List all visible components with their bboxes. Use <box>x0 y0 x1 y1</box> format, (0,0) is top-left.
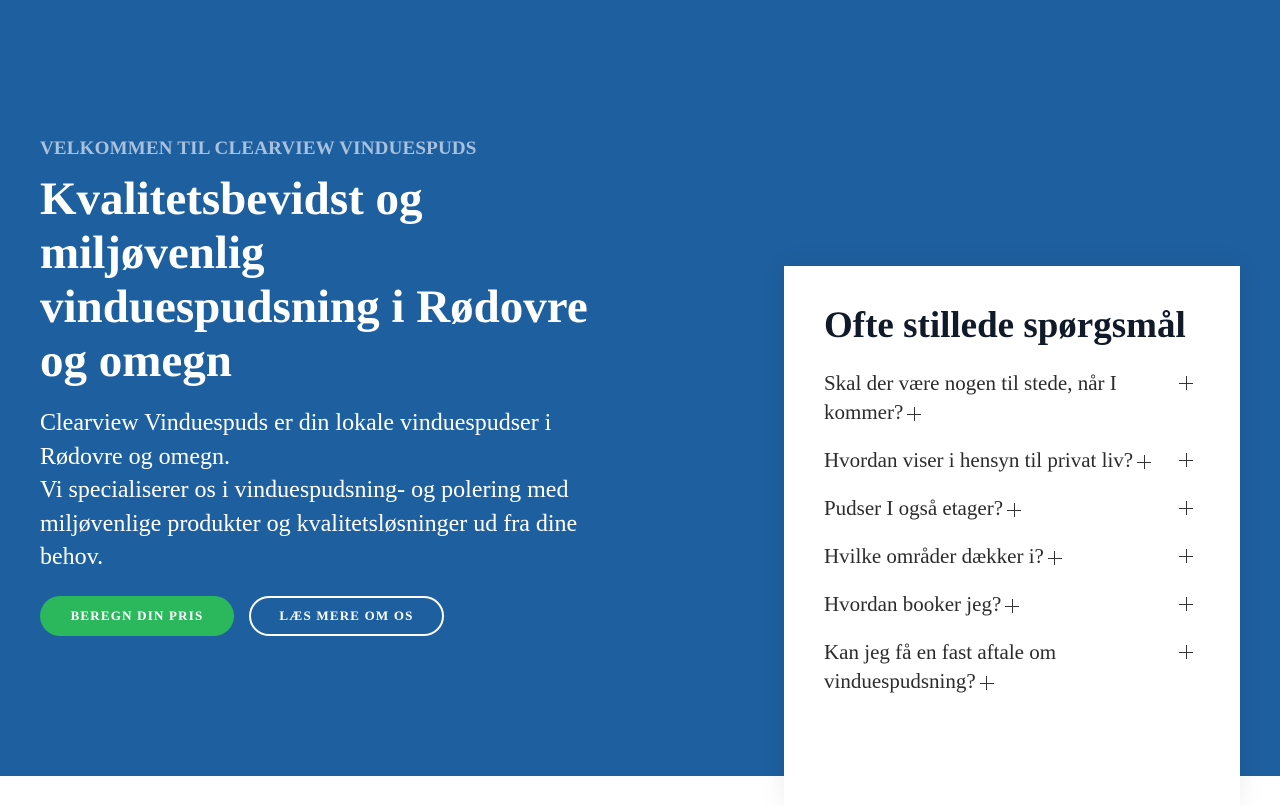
faq-question-text: Hvordan booker jeg? <box>824 592 1002 616</box>
hero-intro-line-1: Clearview Vinduespuds er din lokale vinduespudser i Rødovre og omegn. <box>40 410 552 470</box>
expand-plus-icon[interactable] <box>1179 501 1193 515</box>
plus-icon <box>907 407 921 421</box>
faq-question[interactable] <box>824 369 1164 427</box>
plus-icon <box>1007 503 1021 517</box>
plus-icon <box>1048 551 1062 565</box>
plus-icon <box>1137 455 1151 469</box>
faq-card <box>784 266 1240 806</box>
faq-question[interactable] <box>824 638 1164 696</box>
faq-title: Ofte stillede spørgsmål <box>824 305 1186 346</box>
expand-plus-icon[interactable] <box>1179 453 1193 467</box>
expand-plus-icon[interactable] <box>1179 549 1193 563</box>
faq-question-text: Hvilke områder dækker i? <box>824 544 1044 568</box>
faq-item-6[interactable] <box>824 638 1200 696</box>
plus-icon <box>980 676 994 690</box>
hero-headline: Kvalitetsbevidst og miljøvenlig vinduespudsning i Rødovre og omegn <box>40 173 588 387</box>
faq-list <box>824 369 1200 715</box>
calculate-price-button[interactable]: BEREGN DIN PRIS <box>40 596 234 636</box>
faq-question[interactable] <box>824 494 1164 523</box>
faq-question-text: Skal der være nogen til stede, når I kommer? <box>824 371 1117 424</box>
hero-eyebrow: VELKOMMEN TIL CLEARVIEW VINDUESPUDS <box>40 138 477 159</box>
faq-question-text: Pudser I også etager? <box>824 496 1004 520</box>
faq-question[interactable] <box>824 590 1164 619</box>
expand-plus-icon[interactable] <box>1179 597 1193 611</box>
faq-item-1[interactable] <box>824 369 1200 427</box>
faq-question-text: Hvordan viser i hensyn til privat liv? <box>824 448 1134 472</box>
faq-item-2[interactable] <box>824 446 1200 475</box>
plus-icon <box>1005 599 1019 613</box>
faq-question[interactable] <box>824 446 1164 475</box>
read-more-about-us-button[interactable]: LÆS MERE OM OS <box>249 596 444 636</box>
faq-question-text: Kan jeg få en fast aftale om vinduespudsning? <box>824 640 1057 693</box>
faq-question[interactable] <box>824 542 1164 571</box>
expand-plus-icon[interactable] <box>1179 645 1193 659</box>
hero-intro-line-2: Vi specialiserer os i vinduespudsning- og polering med miljøvenlige produkter og kvalitetsløsninger ud fra dine behov. <box>40 477 578 570</box>
hero-intro <box>40 407 600 575</box>
faq-item-5[interactable] <box>824 590 1200 619</box>
expand-plus-icon[interactable] <box>1179 376 1193 390</box>
faq-item-3[interactable] <box>824 494 1200 523</box>
faq-item-4[interactable] <box>824 542 1200 571</box>
